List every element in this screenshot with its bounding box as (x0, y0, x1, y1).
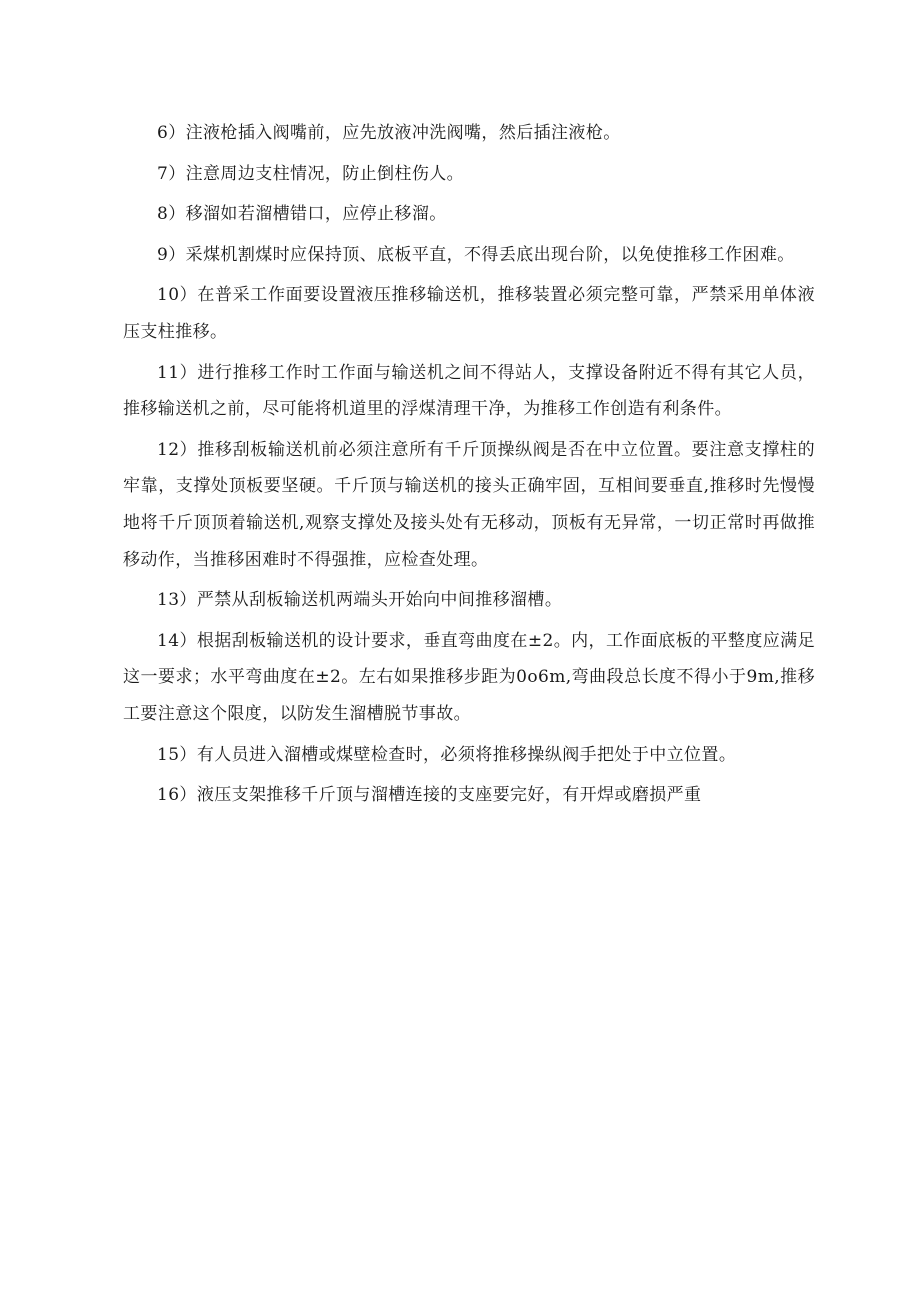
paragraph-6: 6）注液枪插入阀嘴前，应先放液冲洗阀嘴，然后插注液枪。 (157, 123, 621, 143)
paragraph-14: 14）根据刮板输送机的设计要求，垂直弯曲度在±2。内，工作面底板的平整度应满足这一要求；水平弯曲度在±2。左右如果推移步距为0o6m,弯曲段总长度不得小于9m,推移工要注意这个限度，以防发生溜槽脱节事故。 (123, 630, 815, 724)
paragraph-12: 12）推移刮板输送机前必须注意所有千斤顶操纵阀是否在中立位置。要注意支撑柱的牢靠，支撑处顶板要坚硬。千斤顶与输送机的接头正确牢固，互相间要垂直,推移时先慢慢地将千斤顶顶着输送机,观察支撑处及接头处有无移动，顶板有无异常，一切正常时再做推移动作，当推移困难时不得强推，应检查处理。 (123, 439, 815, 570)
paragraph-15: 15）有人员进入溜槽或煤壁检查时，必须将推移操纵阀手把处于中立位置。 (157, 744, 737, 765)
paragraph-11: 11）进行推移工作时工作面与输送机之间不得站人，支撑设备附近不得有其它人员，推移输送机之前，尽可能将机道里的浮煤清理干净，为推移工作创造有利条件。 (123, 362, 815, 420)
paragraph-10: 10）在普采工作面要设置液压推移输送机，推移装置必须完整可靠，严禁采用单体液压支柱推移。 (123, 285, 815, 342)
document-body (123, 115, 815, 818)
paragraph-9: 9）采煤机割煤时应保持顶、底板平直，不得丢底出现台阶，以免使推移工作困难。 (157, 244, 795, 265)
paragraph-16: 16）液压支架推移千斤顶与溜槽连接的支座要完好，有开焊或磨损严重 (157, 785, 702, 806)
paragraph-7: 7）注意周边支柱情况，防止倒柱伤人。 (157, 163, 465, 184)
paragraph-8: 8）移溜如若溜槽错口，应停止移溜。 (157, 204, 447, 225)
paragraph-13: 13）严禁从刮板输送机两端头开始向中间推移溜槽。 (157, 590, 563, 611)
